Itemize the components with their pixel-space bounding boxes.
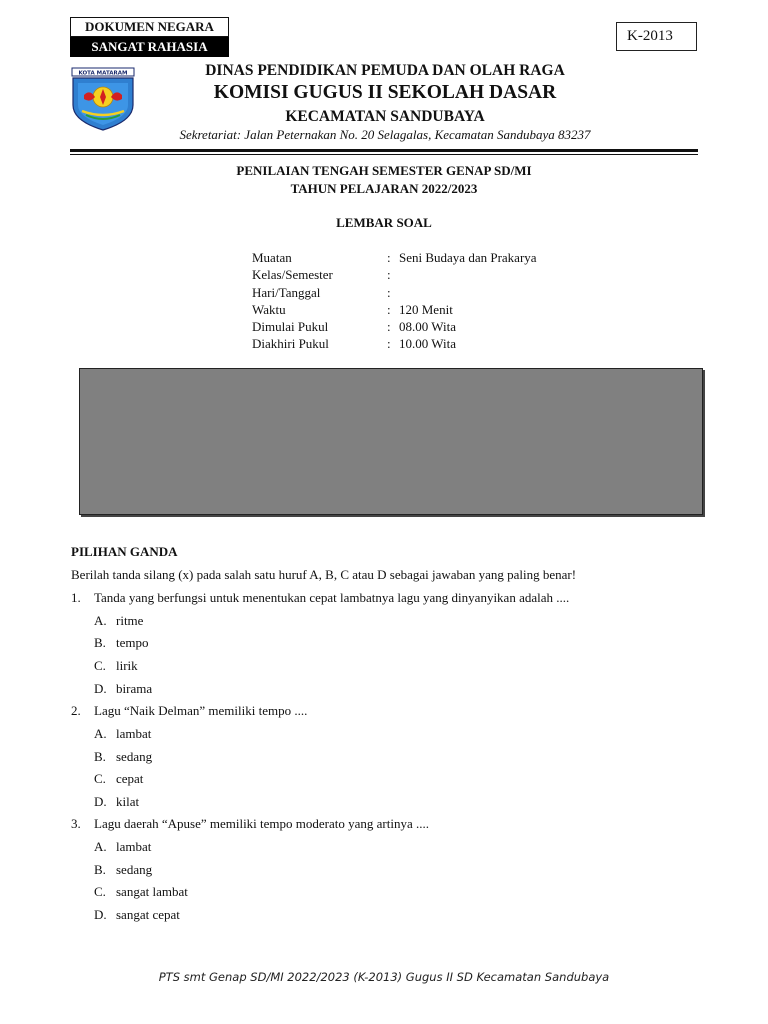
- page-footer: PTS smt Genap SD/MI 2022/2023 (K-2013) Gugus II SD Kecamatan Sandubaya: [158, 970, 610, 984]
- info-label: Waktu: [252, 301, 286, 317]
- letterhead-agency: DINAS PENDIDIKAN PEMUDA DAN OLAH RAGA: [205, 62, 565, 79]
- info-row-duration: [252, 301, 632, 318]
- city-emblem-logo: [70, 67, 136, 131]
- info-label: Hari/Tanggal: [252, 284, 321, 300]
- option-letter: B.: [94, 749, 106, 764]
- option-text: birama: [116, 681, 153, 696]
- svg-text:KOTA MATARAM: KOTA MATARAM: [78, 70, 128, 77]
- option-letter: D.: [94, 681, 107, 696]
- option-text: kilat: [116, 794, 140, 809]
- option-letter: A.: [94, 726, 107, 741]
- question-number: 2.: [71, 703, 81, 718]
- info-row-end: [252, 335, 632, 352]
- option-text: sedang: [116, 862, 153, 877]
- letterhead-commission: KOMISI GUGUS II SEKOLAH DASAR: [213, 82, 557, 103]
- exam-info-table: [252, 249, 632, 353]
- section-instructions: Berilah tanda silang (x) pada salah satu huruf A, B, C atau D sebagai jawaban yang paling benar!: [71, 567, 577, 582]
- option-letter: D.: [94, 907, 107, 922]
- option-letter: A.: [94, 613, 107, 628]
- info-colon: :: [387, 284, 391, 300]
- option-letter: B.: [94, 635, 106, 650]
- option-text: sangat lambat: [116, 884, 188, 899]
- option-letter: C.: [94, 658, 106, 673]
- option-text: lambat: [116, 726, 152, 741]
- option-letter: C.: [94, 884, 106, 899]
- info-value: Seni Budaya dan Prakarya: [399, 250, 537, 265]
- letterhead-district: KECAMATAN SANDUBAYA: [285, 108, 485, 125]
- info-label: Diakhiri Pukul: [252, 336, 329, 352]
- question-number: 1.: [71, 590, 81, 605]
- letterhead-address: Sekretariat: Jalan Peternakan No. 20 Selagalas, Kecamatan Sandubaya 83237: [179, 127, 591, 142]
- info-label: Dimulai Pukul: [252, 319, 329, 335]
- option-text: sangat cepat: [116, 907, 180, 922]
- curriculum-code-box: K-2013: [616, 22, 697, 51]
- info-row-class: [252, 266, 632, 283]
- option-letter: C.: [94, 771, 106, 786]
- letterhead-divider-thin: [70, 154, 698, 155]
- option-text: tempo: [116, 635, 149, 650]
- option-letter: D.: [94, 794, 107, 809]
- letterhead-divider-thick: [70, 149, 698, 152]
- academic-year: TAHUN PELAJARAN 2022/2023: [290, 181, 478, 196]
- question-text: Lagu daerah “Apuse” memiliki tempo moderato yang artinya ....: [94, 816, 429, 831]
- option-letter: A.: [94, 839, 107, 854]
- exam-title: PENILAIAN TENGAH SEMESTER GENAP SD/MI: [236, 163, 532, 178]
- section-title: PILIHAN GANDA: [71, 544, 178, 559]
- option-text: ritme: [116, 613, 144, 628]
- question-text: Lagu “Naik Delman” memiliki tempo ....: [94, 703, 308, 718]
- stamp-line-2: SANGAT RAHASIA: [70, 37, 229, 57]
- info-label: Kelas/Semester: [252, 267, 333, 283]
- stamp-line-1: DOKUMEN NEGARA: [70, 17, 229, 37]
- sheet-title: LEMBAR SOAL: [336, 215, 432, 230]
- info-colon: :: [387, 267, 391, 283]
- option-text: lirik: [116, 658, 138, 673]
- redacted-instruction-box: [79, 368, 703, 515]
- info-value: 08.00 Wita: [399, 319, 457, 335]
- info-row-subject: [252, 249, 632, 266]
- classification-stamp: [70, 17, 229, 57]
- info-row-date: [252, 284, 632, 301]
- info-colon: :: [387, 301, 391, 317]
- question-number: 3.: [71, 816, 81, 831]
- question-text: Tanda yang berfungsi untuk menentukan cepat lambatnya lagu yang dinyanyikan adalah ....: [94, 590, 570, 605]
- info-colon: :: [387, 336, 391, 352]
- option-text: lambat: [116, 839, 152, 854]
- option-text: cepat: [116, 771, 144, 786]
- option-text: sedang: [116, 749, 153, 764]
- info-value: 10.00 Wita: [399, 336, 457, 352]
- info-colon: :: [387, 250, 391, 265]
- info-value: 120 Menit: [399, 301, 453, 317]
- info-row-start: [252, 318, 632, 335]
- info-label: Muatan: [252, 250, 292, 265]
- info-colon: :: [387, 319, 391, 335]
- option-letter: B.: [94, 862, 106, 877]
